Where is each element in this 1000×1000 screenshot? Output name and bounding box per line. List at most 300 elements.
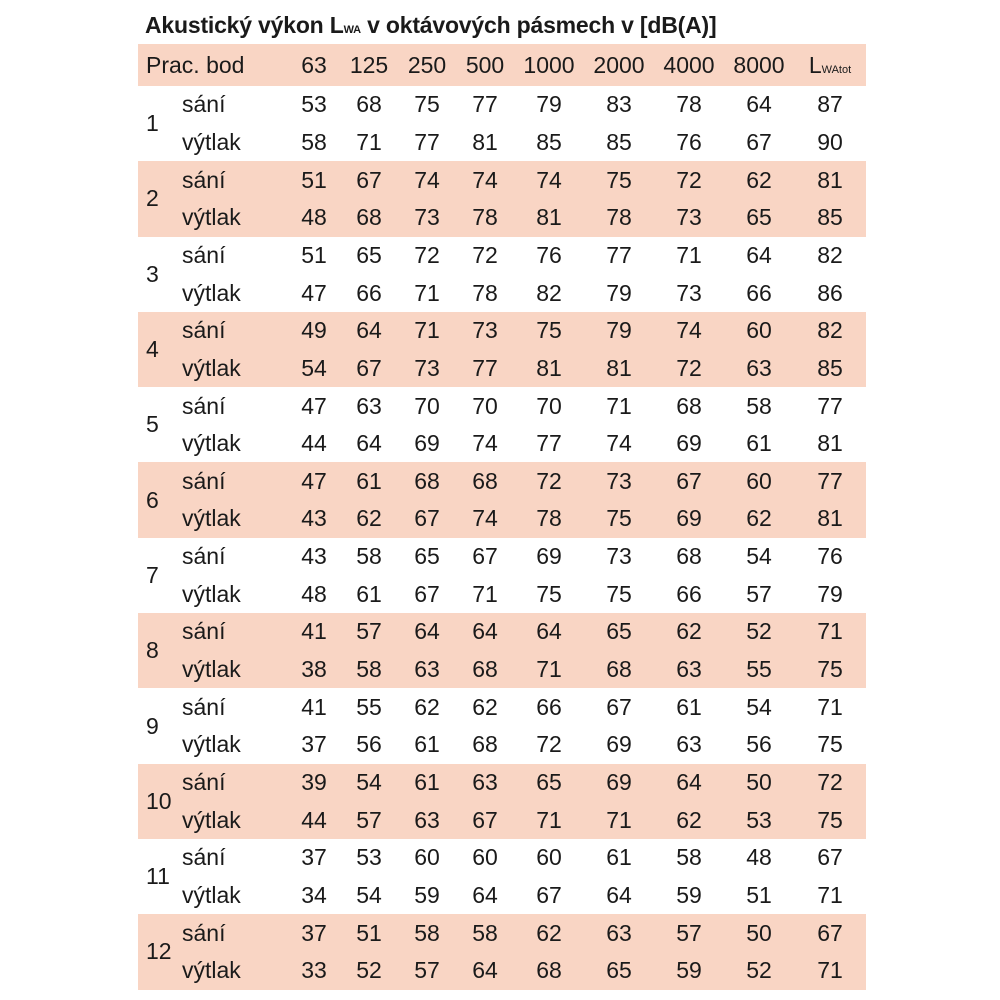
operating-point-number: 12 (146, 938, 172, 965)
value-cell: 72 (536, 731, 562, 758)
table-row (138, 312, 866, 350)
value-cell: 65 (606, 618, 632, 645)
group-rows (138, 688, 866, 763)
total-cell: 76 (817, 543, 843, 570)
row-label: sání (182, 919, 226, 946)
value-cell: 43 (301, 543, 327, 570)
value-cell: 74 (472, 430, 498, 457)
value-cell: 72 (676, 166, 702, 193)
value-cell: 54 (746, 693, 772, 720)
value-cell: 66 (536, 693, 562, 720)
table-row (138, 613, 866, 651)
value-cell: 58 (356, 543, 382, 570)
value-cell: 37 (301, 731, 327, 758)
row-label: sání (182, 618, 226, 645)
value-cell: 54 (356, 881, 382, 908)
value-cell: 79 (536, 91, 562, 118)
header-band: 1000 (523, 51, 575, 78)
value-cell: 41 (301, 618, 327, 645)
value-cell: 69 (536, 543, 562, 570)
value-cell: 65 (356, 241, 382, 268)
value-cell: 81 (472, 128, 498, 155)
value-cell: 67 (536, 881, 562, 908)
value-cell: 53 (356, 844, 382, 871)
value-cell: 71 (472, 580, 498, 607)
value-cell: 68 (356, 204, 382, 231)
row-label: výtlak (182, 957, 241, 984)
value-cell: 63 (676, 731, 702, 758)
total-cell: 77 (817, 392, 843, 419)
value-cell: 71 (414, 317, 440, 344)
value-cell: 50 (746, 768, 772, 795)
total-cell: 71 (817, 618, 843, 645)
value-cell: 71 (356, 128, 382, 155)
header-band: 250 (407, 51, 447, 78)
value-cell: 67 (472, 806, 498, 833)
table-row (138, 538, 866, 576)
total-cell: 81 (817, 166, 843, 193)
value-cell: 85 (536, 128, 562, 155)
group-rows (138, 161, 866, 236)
value-cell: 67 (356, 166, 382, 193)
value-cell: 57 (676, 919, 702, 946)
value-cell: 85 (606, 128, 632, 155)
table-row (138, 914, 866, 952)
row-label: výtlak (182, 354, 241, 381)
total-cell: 75 (817, 731, 843, 758)
value-cell: 44 (301, 806, 327, 833)
value-cell: 79 (606, 279, 632, 306)
group-rows (138, 538, 866, 613)
value-cell: 69 (414, 430, 440, 457)
value-cell: 77 (472, 354, 498, 381)
row-label: sání (182, 392, 226, 419)
value-cell: 59 (676, 957, 702, 984)
value-cell: 51 (746, 881, 772, 908)
total-cell: 67 (817, 919, 843, 946)
total-cell: 71 (817, 693, 843, 720)
value-cell: 64 (746, 91, 772, 118)
value-cell: 58 (676, 844, 702, 871)
value-cell: 77 (472, 91, 498, 118)
value-cell: 59 (676, 881, 702, 908)
group-rows (138, 462, 866, 537)
value-cell: 58 (472, 919, 498, 946)
value-cell: 68 (414, 467, 440, 494)
value-cell: 70 (472, 392, 498, 419)
value-cell: 62 (676, 806, 702, 833)
header-band: 8000 (733, 51, 785, 78)
value-cell: 68 (356, 91, 382, 118)
operating-point-number: 9 (146, 712, 159, 739)
value-cell: 61 (414, 731, 440, 758)
value-cell: 67 (472, 543, 498, 570)
table-row (138, 161, 866, 199)
value-cell: 70 (414, 392, 440, 419)
value-cell: 78 (606, 204, 632, 231)
value-cell: 52 (746, 618, 772, 645)
value-cell: 37 (301, 844, 327, 871)
value-cell: 51 (356, 919, 382, 946)
value-cell: 71 (536, 806, 562, 833)
value-cell: 50 (746, 919, 772, 946)
operating-point-number: 1 (146, 110, 159, 137)
value-cell: 68 (536, 957, 562, 984)
value-cell: 60 (536, 844, 562, 871)
operating-point-group (138, 688, 866, 763)
value-cell: 73 (676, 279, 702, 306)
value-cell: 79 (606, 317, 632, 344)
value-cell: 65 (414, 543, 440, 570)
value-cell: 76 (676, 128, 702, 155)
value-cell: 44 (301, 430, 327, 457)
table-row (138, 462, 866, 500)
value-cell: 65 (746, 204, 772, 231)
value-cell: 61 (356, 580, 382, 607)
total-cell: 86 (817, 279, 843, 306)
operating-point-group (138, 237, 866, 312)
table-row (138, 801, 866, 839)
total-cell: 81 (817, 505, 843, 532)
value-cell: 67 (746, 128, 772, 155)
value-cell: 77 (414, 128, 440, 155)
header-band: 2000 (593, 51, 645, 78)
table-row (138, 500, 866, 538)
operating-point-number: 7 (146, 561, 159, 588)
header-total-main: L (808, 51, 822, 78)
operating-point-group (138, 839, 866, 914)
value-cell: 57 (356, 806, 382, 833)
value-cell: 63 (676, 656, 702, 683)
table-row (138, 877, 866, 915)
table-row (138, 237, 866, 275)
operating-point-number: 8 (146, 637, 159, 664)
group-rows (138, 312, 866, 387)
value-cell: 58 (746, 392, 772, 419)
value-cell: 70 (536, 392, 562, 419)
value-cell: 77 (536, 430, 562, 457)
value-cell: 72 (536, 467, 562, 494)
value-cell: 68 (472, 467, 498, 494)
value-cell: 48 (301, 580, 327, 607)
value-cell: 62 (676, 618, 702, 645)
value-cell: 73 (414, 354, 440, 381)
table-row (138, 199, 866, 237)
total-cell: 87 (817, 91, 843, 118)
value-cell: 71 (606, 392, 632, 419)
value-cell: 64 (414, 618, 440, 645)
value-cell: 62 (414, 693, 440, 720)
value-cell: 33 (301, 957, 327, 984)
value-cell: 71 (414, 279, 440, 306)
operating-point-number: 6 (146, 486, 159, 513)
value-cell: 64 (356, 317, 382, 344)
value-cell: 75 (606, 580, 632, 607)
value-cell: 74 (414, 166, 440, 193)
sound-power-table (138, 44, 866, 990)
value-cell: 63 (606, 919, 632, 946)
value-cell: 72 (472, 241, 498, 268)
value-cell: 54 (301, 354, 327, 381)
row-label: sání (182, 768, 226, 795)
value-cell: 81 (536, 204, 562, 231)
total-cell: 75 (817, 656, 843, 683)
total-cell: 81 (817, 430, 843, 457)
value-cell: 74 (606, 430, 632, 457)
total-cell: 85 (817, 204, 843, 231)
value-cell: 53 (746, 806, 772, 833)
header-band: 4000 (663, 51, 715, 78)
operating-point-number: 5 (146, 411, 159, 438)
total-cell: 82 (817, 241, 843, 268)
value-cell: 57 (414, 957, 440, 984)
group-rows (138, 764, 866, 839)
total-cell: 82 (817, 317, 843, 344)
value-cell: 67 (414, 580, 440, 607)
value-cell: 75 (414, 91, 440, 118)
table-row (138, 952, 866, 990)
table-row (138, 651, 866, 689)
value-cell: 78 (676, 91, 702, 118)
operating-point-number: 3 (146, 260, 159, 287)
value-cell: 68 (676, 543, 702, 570)
value-cell: 75 (606, 505, 632, 532)
value-cell: 76 (536, 241, 562, 268)
value-cell: 74 (676, 317, 702, 344)
table-row (138, 764, 866, 802)
value-cell: 47 (301, 467, 327, 494)
value-cell: 72 (414, 241, 440, 268)
value-cell: 57 (746, 580, 772, 607)
table-row (138, 425, 866, 463)
value-cell: 61 (606, 844, 632, 871)
value-cell: 55 (746, 656, 772, 683)
value-cell: 69 (606, 768, 632, 795)
value-cell: 74 (536, 166, 562, 193)
row-label: sání (182, 166, 226, 193)
value-cell: 64 (536, 618, 562, 645)
value-cell: 68 (472, 731, 498, 758)
value-cell: 60 (746, 467, 772, 494)
value-cell: 51 (301, 241, 327, 268)
operating-point-group (138, 86, 866, 161)
value-cell: 57 (356, 618, 382, 645)
value-cell: 72 (676, 354, 702, 381)
group-rows (138, 839, 866, 914)
value-cell: 59 (414, 881, 440, 908)
value-cell: 65 (606, 957, 632, 984)
value-cell: 58 (414, 919, 440, 946)
header-total (794, 52, 866, 79)
value-cell: 61 (746, 430, 772, 457)
row-label: sání (182, 467, 226, 494)
value-cell: 66 (356, 279, 382, 306)
row-label: sání (182, 844, 226, 871)
row-label: výtlak (182, 128, 241, 155)
total-cell: 79 (817, 580, 843, 607)
value-cell: 60 (414, 844, 440, 871)
table-title (145, 12, 716, 39)
value-cell: 64 (472, 957, 498, 984)
value-cell: 81 (536, 354, 562, 381)
value-cell: 61 (414, 768, 440, 795)
operating-point-number: 2 (146, 185, 159, 212)
value-cell: 58 (301, 128, 327, 155)
value-cell: 63 (472, 768, 498, 795)
value-cell: 62 (536, 919, 562, 946)
group-rows (138, 237, 866, 312)
total-cell: 71 (817, 957, 843, 984)
total-cell: 90 (817, 128, 843, 155)
operating-point-group (138, 462, 866, 537)
value-cell: 54 (746, 543, 772, 570)
group-rows (138, 613, 866, 688)
value-cell: 63 (356, 392, 382, 419)
value-cell: 66 (746, 279, 772, 306)
value-cell: 82 (536, 279, 562, 306)
value-cell: 53 (301, 91, 327, 118)
value-cell: 55 (356, 693, 382, 720)
table-row (138, 726, 866, 764)
value-cell: 64 (472, 881, 498, 908)
table-row (138, 124, 866, 162)
value-cell: 49 (301, 317, 327, 344)
table-row (138, 387, 866, 425)
value-cell: 65 (536, 768, 562, 795)
operating-point-group (138, 312, 866, 387)
header-band: 125 (349, 51, 389, 78)
value-cell: 67 (606, 693, 632, 720)
value-cell: 62 (472, 693, 498, 720)
value-cell: 64 (356, 430, 382, 457)
operating-point-group (138, 613, 866, 688)
title-rest: v oktávových pásmech v [dB(A)] (360, 12, 717, 38)
value-cell: 69 (676, 505, 702, 532)
value-cell: 37 (301, 919, 327, 946)
value-cell: 69 (606, 731, 632, 758)
operating-point-number: 4 (146, 336, 159, 363)
operating-point-group (138, 914, 866, 989)
value-cell: 75 (536, 317, 562, 344)
row-label: sání (182, 91, 226, 118)
value-cell: 62 (356, 505, 382, 532)
row-label: sání (182, 317, 226, 344)
value-cell: 64 (472, 618, 498, 645)
value-cell: 74 (472, 166, 498, 193)
value-cell: 68 (472, 656, 498, 683)
value-cell: 48 (746, 844, 772, 871)
table-row (138, 274, 866, 312)
header-band: 63 (301, 51, 327, 78)
value-cell: 71 (676, 241, 702, 268)
header-total-sub: WAtot (821, 63, 852, 76)
value-cell: 64 (676, 768, 702, 795)
total-cell: 77 (817, 467, 843, 494)
value-cell: 67 (414, 505, 440, 532)
row-label: sání (182, 241, 226, 268)
value-cell: 73 (676, 204, 702, 231)
row-label: sání (182, 693, 226, 720)
operating-point-group (138, 161, 866, 236)
row-label: výtlak (182, 430, 241, 457)
value-cell: 48 (301, 204, 327, 231)
value-cell: 56 (356, 731, 382, 758)
value-cell: 43 (301, 505, 327, 532)
value-cell: 54 (356, 768, 382, 795)
value-cell: 60 (746, 317, 772, 344)
table-row (138, 575, 866, 613)
value-cell: 69 (676, 430, 702, 457)
value-cell: 83 (606, 91, 632, 118)
header-band: 500 (465, 51, 505, 78)
row-label: výtlak (182, 505, 241, 532)
table-row (138, 86, 866, 124)
total-cell: 75 (817, 806, 843, 833)
total-cell: 71 (817, 881, 843, 908)
value-cell: 64 (746, 241, 772, 268)
value-cell: 73 (414, 204, 440, 231)
operating-point-number: 11 (146, 863, 170, 890)
value-cell: 75 (536, 580, 562, 607)
value-cell: 47 (301, 279, 327, 306)
value-cell: 64 (606, 881, 632, 908)
row-label: sání (182, 543, 226, 570)
group-rows (138, 914, 866, 989)
value-cell: 62 (746, 166, 772, 193)
operating-point-number: 10 (146, 787, 172, 814)
table-row (138, 688, 866, 726)
value-cell: 63 (746, 354, 772, 381)
value-cell: 62 (746, 505, 772, 532)
row-label: výtlak (182, 881, 241, 908)
group-rows (138, 387, 866, 462)
table-header-row (138, 44, 866, 86)
value-cell: 61 (676, 693, 702, 720)
table-body (138, 86, 866, 990)
value-cell: 52 (356, 957, 382, 984)
value-cell: 68 (676, 392, 702, 419)
row-label: výtlak (182, 731, 241, 758)
row-label: výtlak (182, 580, 241, 607)
value-cell: 67 (356, 354, 382, 381)
group-rows (138, 86, 866, 161)
value-cell: 67 (676, 467, 702, 494)
value-cell: 51 (301, 166, 327, 193)
value-cell: 39 (301, 768, 327, 795)
value-cell: 73 (472, 317, 498, 344)
value-cell: 78 (536, 505, 562, 532)
operating-point-group (138, 387, 866, 462)
value-cell: 68 (606, 656, 632, 683)
table-row (138, 839, 866, 877)
value-cell: 58 (356, 656, 382, 683)
value-cell: 77 (606, 241, 632, 268)
value-cell: 38 (301, 656, 327, 683)
value-cell: 73 (606, 543, 632, 570)
row-label: výtlak (182, 806, 241, 833)
total-cell: 72 (817, 768, 843, 795)
value-cell: 47 (301, 392, 327, 419)
row-label: výtlak (182, 204, 241, 231)
value-cell: 52 (746, 957, 772, 984)
value-cell: 81 (606, 354, 632, 381)
value-cell: 74 (472, 505, 498, 532)
value-cell: 78 (472, 279, 498, 306)
value-cell: 63 (414, 656, 440, 683)
value-cell: 66 (676, 580, 702, 607)
operating-point-group (138, 764, 866, 839)
title-subscript: WA (343, 24, 361, 36)
